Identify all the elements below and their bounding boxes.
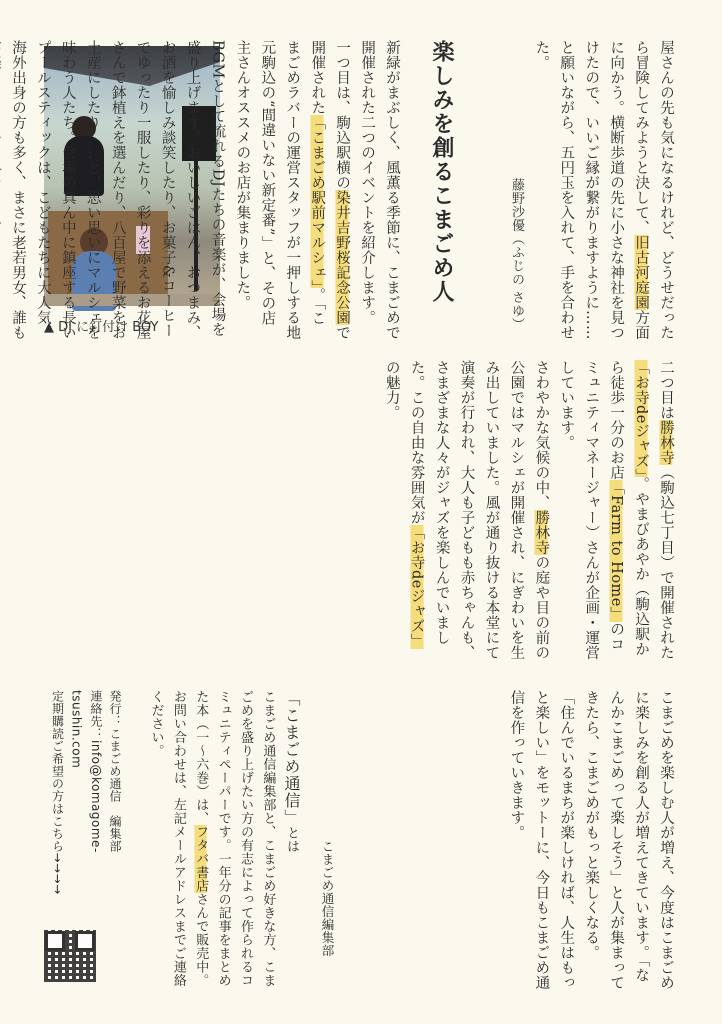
p3-text-b: の庭や目の前の公園ではマルシェが開催され、にぎわいを生み出していました。風が通り抜ける本堂にて演奏が行われ、大人も子どもも赤ちゃんも、さまざまな人々がジャズを楽しんでいました。この自由な雰囲気が xyxy=(408,360,550,660)
p2-text-b: （駒込七丁目）で開催された xyxy=(658,465,674,660)
lead-text: 新緑がまぶしく、風薫る季節に、こまごめで開催された二つのイベントを紹介します。 xyxy=(359,40,400,340)
p5-text: 「住んでいるまちが楽しければ、人生はもっと楽しい」をモットーに、今日もこまごめ通信を作っていきます。 xyxy=(508,690,575,990)
p1-text-b: で開催された xyxy=(309,40,351,340)
article-title: 楽しみを創るこまごめ人 xyxy=(429,40,454,304)
p2-text-d: のコミュニティマネージャー）さんが企画・運営しています。 xyxy=(558,360,625,660)
intro-text-b: 方面に向かう。横断歩道の先に小さな神社を見つけたので、いいご縁が繋がりますように……と願いながら、五円玉を入れて、手を合わせた。 xyxy=(533,40,650,340)
p1-text-c: 。「こまごめラバーの運営スタッフが一押しする地元駒込の“間違いない新定番”」と、その店主さんオススメのお店が集まりました。BGMとして流れるDJたちの音楽が、会場を盛り上げます。おいしいごはん、おつまみ、お酒を愉しみ談笑したり、お菓子&コーヒーでゆったり一服したり、彩りを添えるお花屋さんで鉢植えを選んだり、八百屋で野菜をお土産にしたり……と、思い思いにマルシェを味わう人たち。会場の真ん中に鎮座する長いプールスティックは、こどもたちに大人気。海外出身の方も多く、まさに老若男女、誰も xyxy=(9,40,326,340)
p2-highlight-shop: 「Farm to Home」 xyxy=(608,480,625,622)
about-heading-suffix: とは xyxy=(284,826,299,853)
p1-text-a: 一つ目は、駒込駅横の xyxy=(334,40,351,190)
about-highlight-bookstore: フタバ書店 xyxy=(193,825,209,893)
p3-text-c: の魅力。 xyxy=(383,360,400,420)
article-body-bottom xyxy=(408,690,678,990)
about-box xyxy=(134,690,304,990)
byline: 藤野沙優（ふじの さゆ） xyxy=(509,178,524,332)
p1-highlight-marche: 「こまごめ駅前マルシェ」 xyxy=(309,115,326,288)
editorial-signature: こまごめ通信編集部 xyxy=(320,840,335,957)
p2-text-a: 二つ目は xyxy=(658,360,674,420)
p3-highlight-temple: 勝林寺 xyxy=(533,510,550,555)
p3-text-a: さわやかな気候の中、 xyxy=(533,360,550,510)
about-body-a: こまごめ通信編集部と、こまごめ好きな方、こまごめを盛り上げたい方の有志によって作られるコミュニティペーパーです。一年分の記事をまとめた本（一〜六巻）は、 xyxy=(193,690,276,987)
colophon xyxy=(50,690,124,920)
p2-text-c: 。やまびあやか（駒込駅から徒歩一分のお店 xyxy=(608,360,650,657)
article-body-middle xyxy=(44,360,678,660)
about-body-b: さんで販売中。お問い合わせは、左記メールアドレスまでご連絡ください。 xyxy=(148,690,209,987)
qr-code[interactable] xyxy=(44,930,96,982)
intro-text-a: 屋さんの先も気になるけれど、どうせだったら冒険してみようと決して、 xyxy=(633,40,674,340)
intro-highlight: 旧古河庭園 xyxy=(633,235,650,310)
p4-text: こまごめを楽しむ人が増え、今度はこまごめに楽しみを創る人が増えてきています。「なんかこまごめって楽しそう」と人が集まってきたら、こまごめがもっと楽しくなる。 xyxy=(583,690,674,990)
p2-highlight-jazz: 「お寺deジャズ」 xyxy=(633,360,650,477)
p3-highlight-jazz: 「お寺deジャズ」 xyxy=(408,525,425,649)
colophon-contact[interactable]: 連絡先：info@komagome-tsushin.com xyxy=(69,690,103,853)
colophon-subscribe: 定期購読ご希望の方はこちら→→→→ xyxy=(50,690,65,895)
colophon-publisher: 発行：こまごめ通信 編集部 xyxy=(108,690,122,853)
photo-caption: ▲ DJ に釘付け BOY xyxy=(44,320,159,335)
about-heading: 「こまごめ通信」 xyxy=(282,690,301,826)
p2-highlight-temple: 勝林寺 xyxy=(658,420,674,465)
p1-highlight-park: 染井吉野桜記念公園 xyxy=(334,190,351,325)
